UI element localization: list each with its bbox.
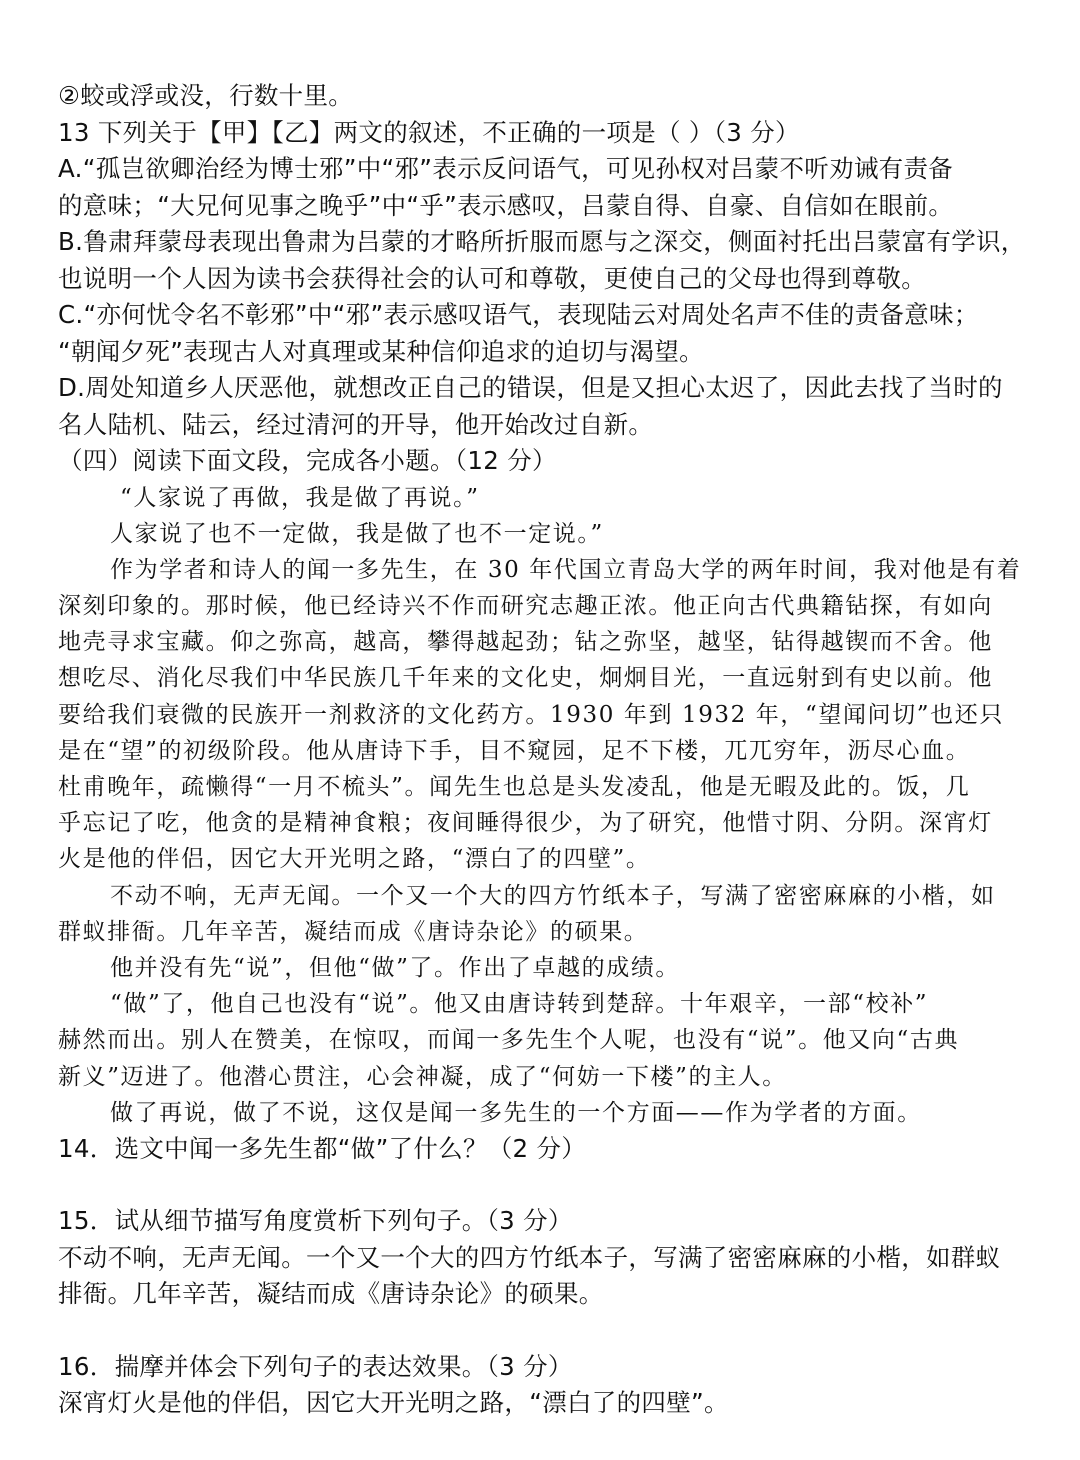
question-13-stem: 13 下列关于【甲】【乙】两文的叙述，不正确的一项是（ ）（3 分） [58, 117, 800, 147]
previous-item-line: ②蛟或浮或没，行数十里。 [58, 81, 354, 110]
section-4-title: （四）阅读下面文段，完成各小题。（12 分） [58, 446, 557, 475]
question-13-option-a-line-2: 的意味；“大兄何见事之晚乎”中“乎”表示感叹，吕蒙自得、自豪、自信如在眼前。 [58, 190, 954, 220]
question-14-stem: 14．选文中闻一多先生都“做”了什么？（2 分） [58, 1133, 587, 1163]
question-13-option-d-line-2: 名人陆机、陆云，经过清河的开导，他开始改过自新。 [58, 409, 654, 439]
answer-space [58, 1167, 1038, 1203]
passage-paragraph-6-line: 新义”迈进了。他潜心贯注，心会神凝，成了“何妨一下楼”的主人。 [58, 1063, 787, 1090]
question-16-quote: 深宵灯火是他的伴侣，因它大开光明之路，“漂白了的四壁”。 [58, 1388, 729, 1418]
passage-paragraph-3-line: 要给我们衰微的民族开一剂救济的文化药方。1930 年到 1932 年，“望闻问切”也还只 [58, 701, 1004, 728]
passage-paragraph-4-line: 不动不响，无声无闻。一个又一个大的四方竹纸本子，写满了密密麻麻的小楷，如 [110, 882, 996, 909]
exam-page [58, 78, 1038, 1422]
passage-paragraph-6-line: 赫然而出。别人在赞美，在惊叹，而闻一多先生个人呢，也没有“说”。他又向“古典 [58, 1027, 960, 1054]
question-13-option-a-line-1: A.“孤岂欲卿治经为博士邪”中“邪”表示反问语气，可见孙权对吕蒙不听劝诫有责备 [58, 154, 954, 183]
answer-space [58, 1313, 1038, 1349]
passage-paragraph-3-line: 火是他的伴侣，因它大开光明之路，“漂白了的四壁”。 [58, 846, 651, 873]
passage-paragraph-3-line: 乎忘记了吃，他贪的是精神食粮；夜间睡得很少，为了研究，他惜寸阴、分阴。深宵灯 [58, 810, 993, 837]
questions-14-16 [58, 1131, 1038, 1422]
passage-paragraph-1: “人家说了再做，我是做了再说。” [120, 484, 480, 511]
passage-paragraph-3-line: 地壳寻求宝藏。仰之弥高，越高，攀得越起劲；钻之弥坚，越坚，钻得越锲而不舍。他 [58, 629, 993, 656]
passage-paragraph-4-line: 群蚁排衙。几年辛苦，凝结而成《唐诗杂论》的硕果。 [58, 918, 649, 945]
passage-paragraph-3-line: 深刻印象的。那时候，他已经诗兴不作而研究志趣正浓。他正向古代典籍钻探，有如向 [58, 593, 993, 620]
passage-paragraph-2: 人家说了也不一定做，我是做了也不一定说。” [110, 520, 604, 547]
passage-paragraph-7: 做了再说，做了不说，这仅是闻一多先生的一个方面——作为学者的方面。 [110, 1099, 922, 1126]
question-13-option-c-line-1: C.“亦何忧令名不彰邪”中“邪”表示感叹语气，表现陆云对周处名声不佳的责备意味； [58, 300, 979, 329]
passage-paragraph-3-line: 作为学者和诗人的闻一多先生，在 30 年代国立青岛大学的两年时间，我对他是有着 [110, 556, 1022, 583]
question-16-stem: 16．揣摩并体会下列句子的表达效果。（3 分） [58, 1351, 573, 1381]
question-15-quote-line: 不动不响，无声无闻。一个又一个大的四方竹纸本子，写满了密密麻麻的小楷，如群蚁 [58, 1242, 1001, 1272]
question-15-stem: 15．试从细节描写角度赏析下列句子。（3 分） [58, 1206, 573, 1236]
question-13-option-d-line-1: D.周处知道乡人厌恶他，就想改正自己的错误，但是又担心太迟了，因此去找了当时的 [58, 373, 1003, 402]
question-13-option-c-line-2: “朝闻夕死”表现古人对真理或某种信仰追求的迫切与渴望。 [58, 336, 704, 366]
passage-paragraph-3-line: 杜甫晚年，疏懒得“一月不梳头”。闻先生也总是头发凌乱，他是无暇及此的。饭，几 [58, 774, 971, 800]
question-13-option-b-line-2: 也说明一个人因为读书会获得社会的认可和尊敬，更使自己的父母也得到尊敬。 [58, 263, 926, 293]
question-13-block [58, 78, 1038, 480]
question-15-quote-line: 排衙。几年辛苦，凝结而成《唐诗杂论》的硕果。 [58, 1279, 604, 1309]
passage-paragraph-3-line: 是在“望”的初级阶段。他从唐诗下手，目不窥园，足不下楼，兀兀穷年，沥尽心血。 [58, 737, 971, 764]
reading-passage [58, 480, 1038, 1131]
passage-paragraph-3-line: 想吃尽、消化尽我们中华民族几千年来的文化史，炯炯目光，一直远射到有史以前。他 [58, 665, 993, 692]
passage-paragraph-5: 他并没有先“说”，但他“做”了。作出了卓越的成绩。 [110, 954, 681, 981]
passage-paragraph-6-line: “做”了，他自己也没有“说”。他又由唐诗转到楚辞。十年艰辛，一部“校补” [110, 991, 929, 1018]
question-13-option-b-line-1: B.鲁肃拜蒙母表现出鲁肃为吕蒙的才略所折服而愿与之深交，侧面衬托出吕蒙富有学识， [58, 227, 1026, 256]
